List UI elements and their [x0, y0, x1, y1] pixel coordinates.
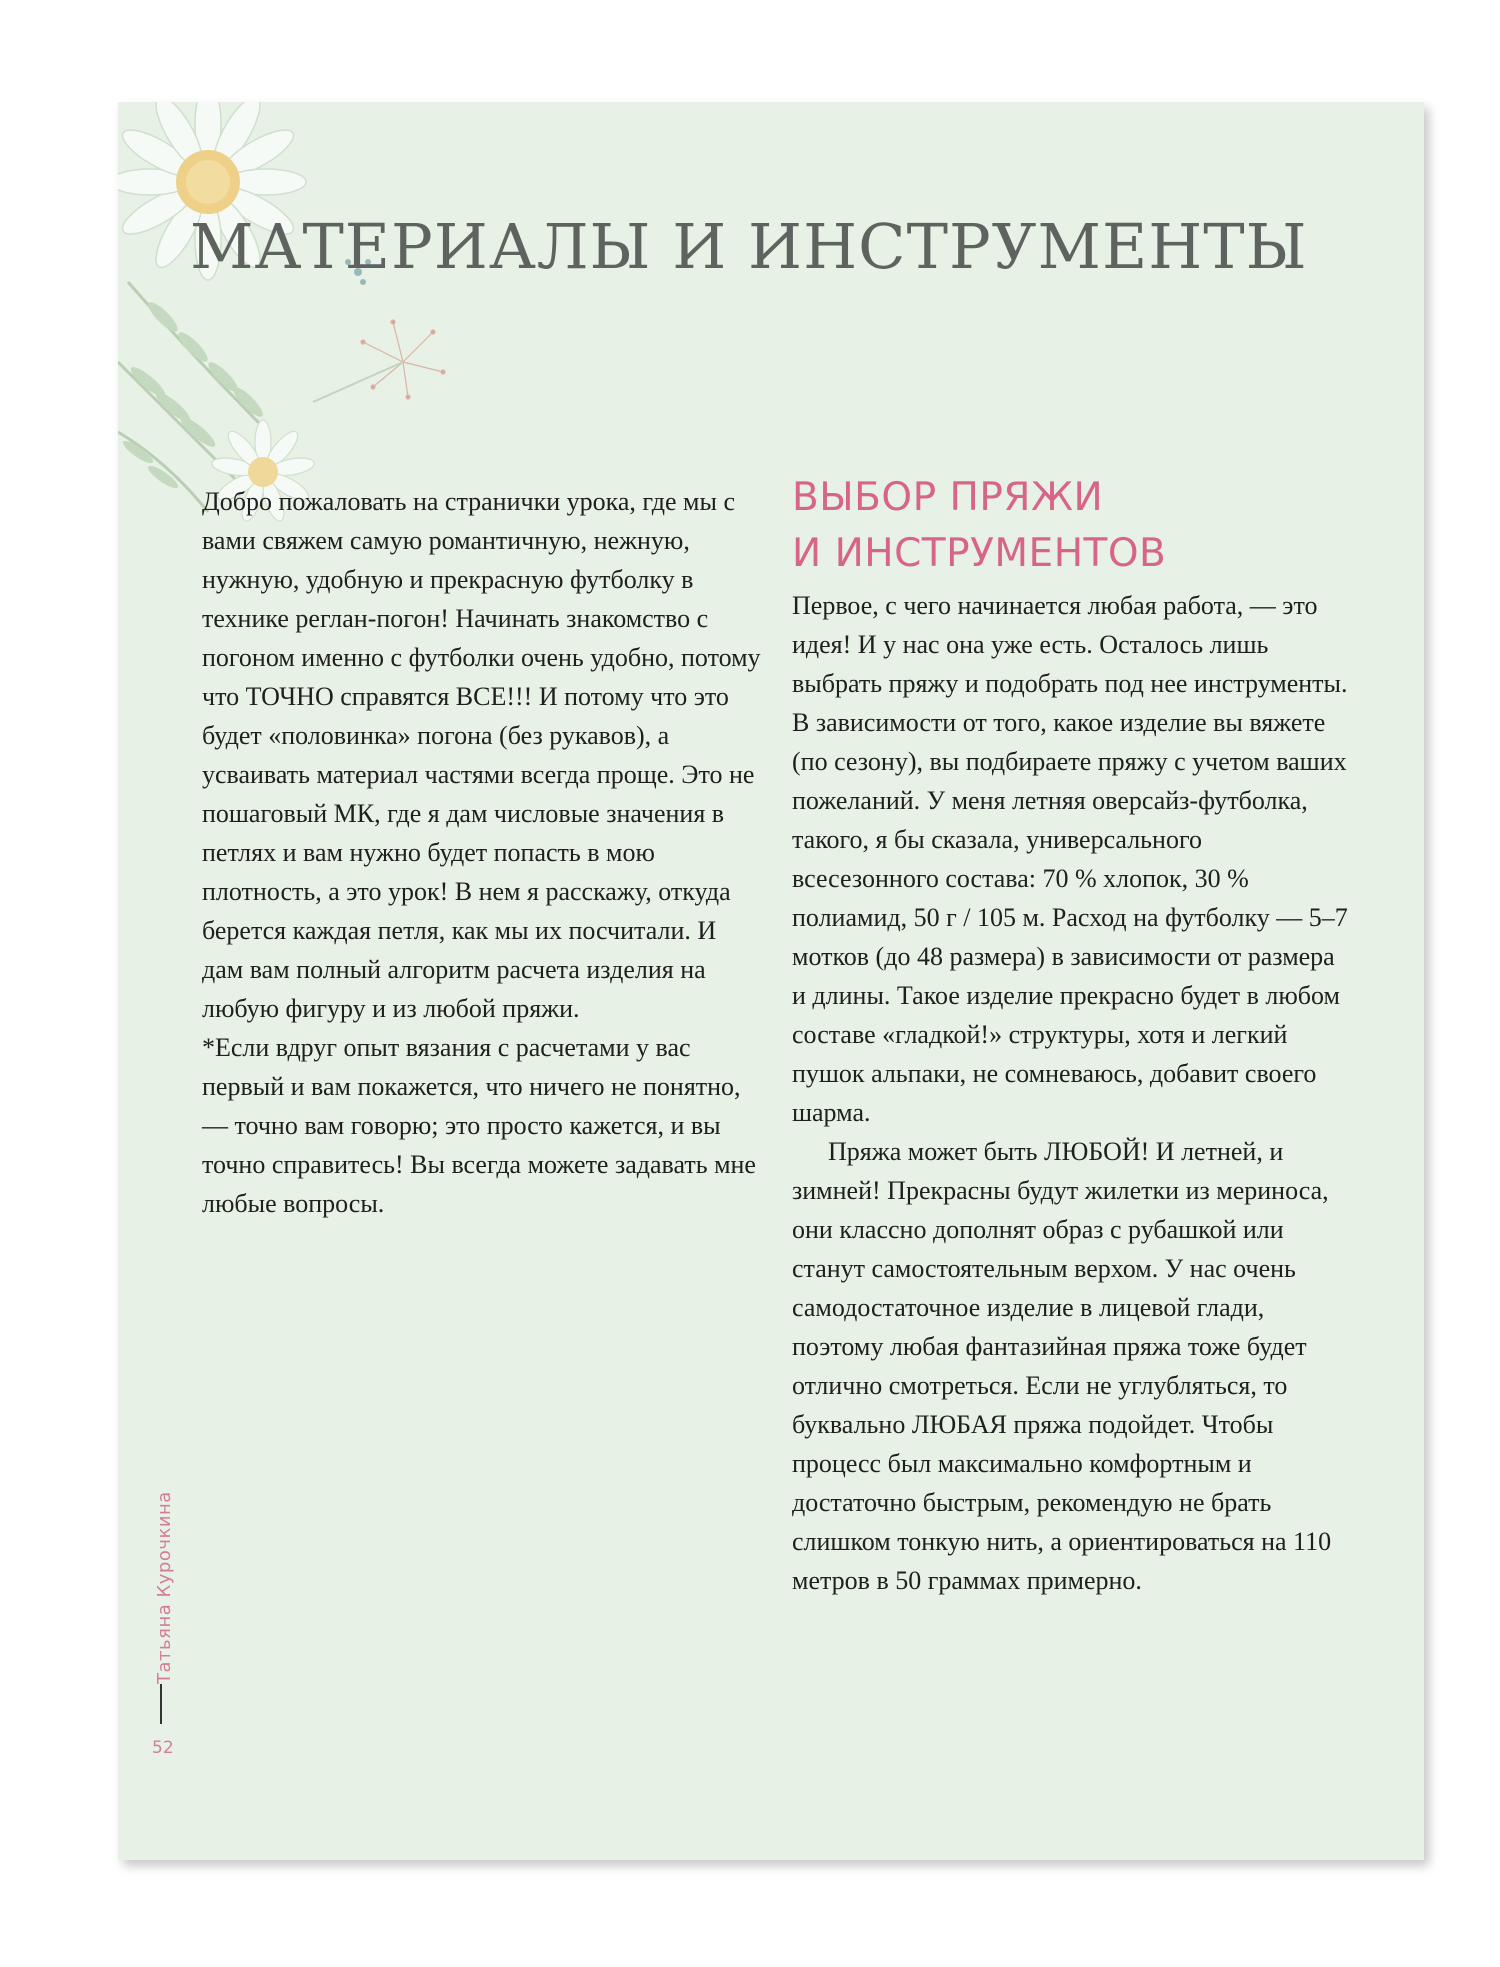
yarn-paragraph-2: Пряжа может быть ЛЮБОЙ! И летней, и зимней! Прекрасны будут жилетки из мериноса, они классно дополнят образ с рубашкой или станут самостоятельным верхом. У нас очень самодостаточное изделие в лицевой глади, поэтому любая фантазийная пряжа тоже будет отлично смотреться. Если не углубляться, то буквально ЛЮБАЯ пряжа подойдет. Чтобы процесс был максимально комфортным и достаточно быстрым, рекомендую не брать слишком тонкую нить, а ориентироваться на 110 метров в 50 граммах примерно.: [792, 1137, 1332, 1595]
page-title: МАТЕРИАЛЫ И ИНСТРУМЕНТЫ: [190, 210, 1308, 283]
section-heading: [792, 470, 1352, 582]
page-number: 52: [152, 1738, 174, 1758]
footer-divider: [160, 1684, 162, 1724]
section-heading-line2: И ИНСТРУМЕНТОВ: [792, 531, 1167, 576]
yarn-section-column: [792, 470, 1352, 1600]
book-page: [118, 102, 1424, 1860]
chamomile-flowers-icon: [118, 102, 498, 522]
intro-paragraph: Добро пожаловать на странички урока, где мы с вами свяжем самую романтичную, нежную, нужную, удобную и прекрасную футболку в технике реглан-погон! Начинать знакомство с погоном именно с футболки очень удобно, потому что ТОЧНО справятся ВСЕ!!! И потому что это будет «половинка» погона (без рукавов), а усваивать материал частями всегда проще. Это не пошаговый МК, где я дам числовые значения в петлях и вам нужно будет попасть в мою плотность, а это урок! В нем я расскажу, откуда берется каждая петля, как мы их посчитали. И дам вам полный алгоритм расчета изделия на любую фигуру и из любой пряжи.: [202, 487, 761, 1023]
intro-note-paragraph: *Если вдруг опыт вязания с расчетами у вас первый и вам покажется, что ничего не понятно, — точно вам говорю; это просто кажется, и вы точно справитесь! Вы всегда можете задавать мне любые вопросы.: [202, 1033, 756, 1218]
author-name: Татьяна Курочкина: [154, 1491, 175, 1684]
yarn-paragraph-1: Первое, с чего начинается любая работа, — это идея! И у нас она уже есть. Осталось лишь выбрать пряжу и подобрать под нее инструменты. В зависимости от того, какое изделие вы вяжете (по сезону), вы подбираете пряжу с учетом ваших пожеланий. У меня летняя оверсайз-футболка, такого, я бы сказала, универсального всесезонного состава: 70 % хлопок, 30 % полиамид, 50 г / 105 м. Расход на футболку — 5–7 мотков (до 48 размера) в зависимости от размера и длины. Такое изделие прекрасно будет в любом составе «гладкой!» структуры, хотя и легкий пушок альпаки, не сомневаюсь, добавит своего шарма.: [792, 591, 1348, 1127]
section-heading-line1: ВЫБОР ПРЯЖИ: [792, 475, 1104, 520]
intro-column: [202, 482, 762, 1223]
